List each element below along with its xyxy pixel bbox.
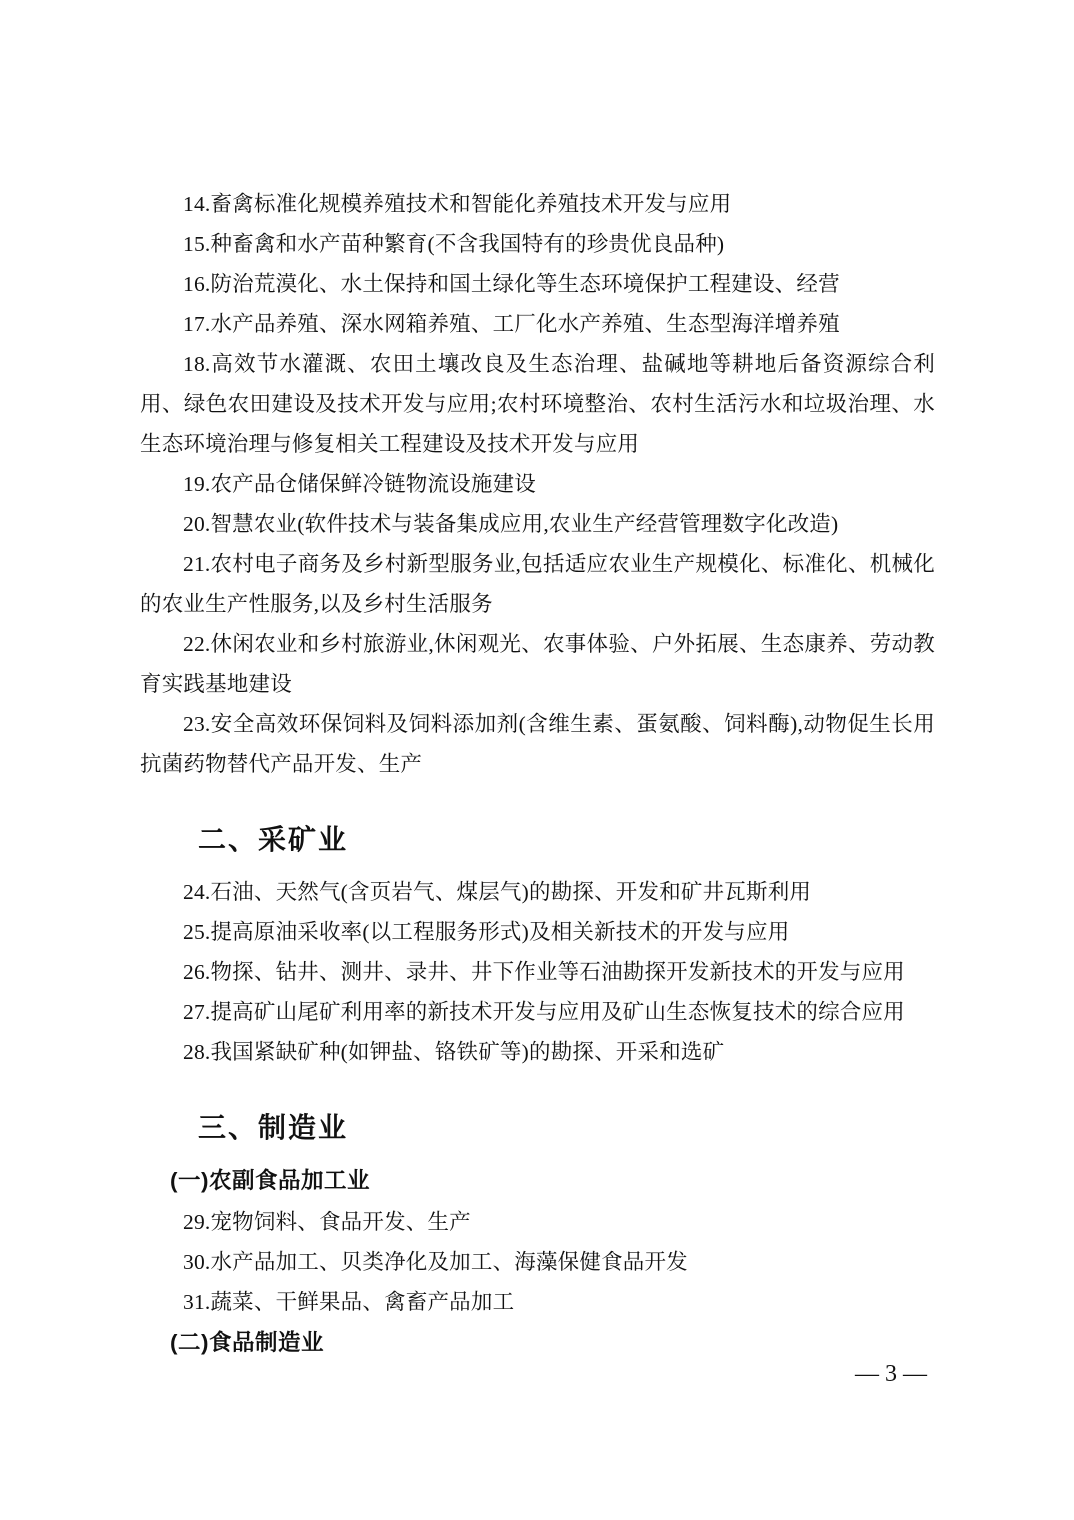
list-item: 15.种畜禽和水产苗种繁育(不含我国特有的珍贵优良品种) bbox=[183, 232, 725, 256]
section-heading: 二、采矿业 bbox=[198, 824, 349, 855]
list-item: 28.我国紧缺矿种(如钾盐、铬铁矿等)的勘探、开采和选矿 bbox=[183, 1040, 725, 1064]
list-item: 22.休闲农业和乡村旅游业,休闲观光、农事体验、户外拓展、生态康养、劳动教育实践基地建设 bbox=[140, 632, 935, 696]
list-item: 17.水产品养殖、深水网箱养殖、工厂化水产养殖、生态型海洋增养殖 bbox=[183, 312, 840, 336]
list-item: 27.提高矿山尾矿利用率的新技术开发与应用及矿山生态恢复技术的综合应用 bbox=[183, 1000, 905, 1024]
list-item: 14.畜禽标准化规模养殖技术和智能化养殖技术开发与应用 bbox=[183, 192, 732, 216]
subsection-heading: (一)农副食品加工业 bbox=[170, 1168, 370, 1193]
list-item: 20.智慧农业(软件技术与装备集成应用,农业生产经营管理数字化改造) bbox=[183, 512, 839, 536]
list-item: 26.物探、钻井、测井、录井、井下作业等石油勘探开发新技术的开发与应用 bbox=[183, 960, 905, 984]
list-item: 16.防治荒漠化、水土保持和国土绿化等生态环境保护工程建设、经营 bbox=[183, 272, 840, 296]
section-heading: 三、制造业 bbox=[198, 1112, 349, 1143]
list-item: 31.蔬菜、干鲜果品、禽畜产品加工 bbox=[183, 1290, 515, 1314]
list-item: 30.水产品加工、贝类净化及加工、海藻保健食品开发 bbox=[183, 1250, 688, 1274]
list-item: 19.农产品仓储保鲜冷链物流设施建设 bbox=[183, 472, 536, 496]
list-item: 29.宠物饲料、食品开发、生产 bbox=[183, 1210, 471, 1234]
list-item: 21.农村电子商务及乡村新型服务业,包括适应农业生产规模化、标准化、机械化的农业生产性服务,以及乡村生活服务 bbox=[140, 552, 935, 616]
document-content bbox=[140, 184, 935, 1364]
subsection-heading: (二)食品制造业 bbox=[170, 1330, 324, 1355]
page-number: — 3 — bbox=[855, 1361, 927, 1387]
list-item: 18.高效节水灌溉、农田土壤改良及生态治理、盐碱地等耕地后备资源综合利用、绿色农田建设及技术开发与应用;农村环境整治、农村生活污水和垃圾治理、水生态环境治理与修复相关工程建设及技术开发与应用 bbox=[140, 352, 935, 456]
list-item: 25.提高原油采收率(以工程服务形式)及相关新技术的开发与应用 bbox=[183, 920, 790, 944]
list-item: 24.石油、天然气(含页岩气、煤层气)的勘探、开发和矿井瓦斯利用 bbox=[183, 880, 812, 904]
list-item: 23.安全高效环保饲料及饲料添加剂(含维生素、蛋氨酸、饲料酶),动物促生长用抗菌药物替代产品开发、生产 bbox=[140, 712, 935, 776]
